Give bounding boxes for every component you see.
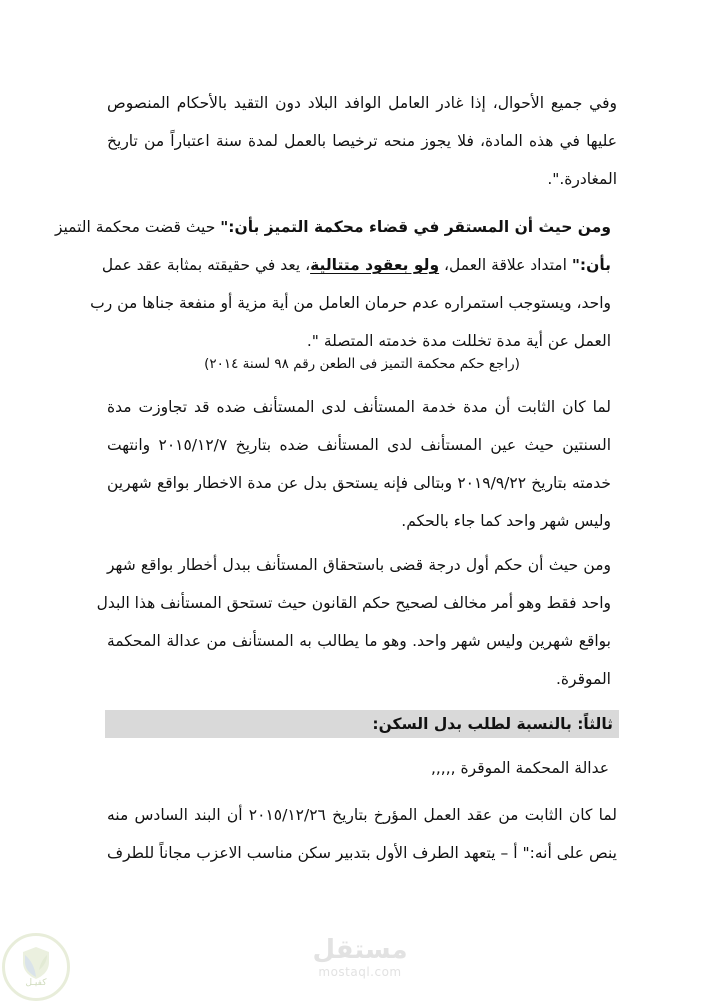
text-line: واحد فقط وهو أمر مخالف لصحيح حكم القانون حيث تستحق المستأنف هذا البدل xyxy=(96,594,611,612)
text-line: السنتين حيث عين المستأنف لدى المستأنف ضده بتاريخ ٢٠١٥/١٢/٧ وانتهت xyxy=(107,436,611,454)
document-page xyxy=(54,84,618,872)
bold-text: بأن:" xyxy=(571,256,611,274)
text-line: ومن حيث أن حكم أول درجة قضى باستحقاق المستأنف ببدل أخطار بواقع شهر xyxy=(107,556,611,574)
paragraph-departure-rule xyxy=(107,84,617,198)
regular-text: ، يعد في حقيقته بمثابة عقد عمل xyxy=(101,256,311,274)
paragraph-housing-contract xyxy=(107,796,617,872)
mostaql-url-text: mostaql.com xyxy=(318,965,402,979)
text-line: وليس شهر واحد كما جاء بالحكم. xyxy=(401,512,611,530)
text-line: وفي جميع الأحوال، إذا غادر العامل الوافد البلاد دون التقيد بالأحكام المنصوص xyxy=(107,94,617,112)
case-citation: (راجع حكم محكمة التميز فى الطعن رقم ٩٨ لسنة ٢٠١٤) xyxy=(204,356,520,372)
text-line: العمل عن أية مدة تخللت مدة خدمته المتصلة ". xyxy=(306,332,611,350)
section-heading-text: ثالثاً: بالنسبة لطلب بدل السكن: xyxy=(372,715,613,733)
paragraph-notice-allowance xyxy=(96,546,617,698)
mostaql-watermark xyxy=(305,935,415,979)
bold-lead-text: ومن حيث أن المستقر في قضاء محكمة التميز بأن:" xyxy=(220,218,611,236)
underlined-emphasis: ولو بعقود متتالية xyxy=(310,256,440,274)
shield-icon xyxy=(21,946,51,980)
text-line: خدمته بتاريخ ٢٠١٩/٩/٢٢ وبتالى فإنه يستحق بدل عن مدة الاخطار بواقع شهرين xyxy=(107,474,611,492)
section-heading xyxy=(105,710,619,738)
text-line: بواقع شهرين وليس شهر واحد. وهو ما يطالب به المستأنف من عدالة المحكمة xyxy=(107,632,611,650)
mostaql-logo-text: مستقل xyxy=(312,935,408,965)
text-line: لما كان الثابت أن مدة خدمة المستأنف لدى المستأنف ضده قد تجاوزت مدة xyxy=(107,398,611,416)
regular-text: حيث قضت محكمة التميز xyxy=(54,218,221,236)
text-line: ينص على أنه:" أ – يتعهد الطرف الأول بتدبير سكن مناسب الاعزب مجاناً للطرف xyxy=(107,844,617,862)
kafeel-watermark xyxy=(2,933,70,1001)
text-line: المغادرة.". xyxy=(547,170,617,188)
text-line: لما كان الثابت من عقد العمل المؤرخ بتاريخ ٢٠١٥/١٢/٢٦ أن البند السادس منه xyxy=(107,806,618,824)
text-line: الموقرة. xyxy=(555,670,611,688)
text-line xyxy=(101,246,611,284)
regular-text: امتداد علاقة العمل، xyxy=(439,256,572,274)
paragraph-service-duration xyxy=(107,388,617,540)
kafeel-watermark-text: كفيـل xyxy=(25,978,47,988)
text-line: عليها في هذه المادة، فلا يجوز منحه ترخيصا بالعمل لمدة سنة اعتباراً من تاريخ xyxy=(107,132,617,150)
text-line xyxy=(54,208,611,246)
text-line: واحد، ويستوجب استمراره عدم حرمان العامل من أية مزية أو منفعة جناها من رب xyxy=(90,294,611,312)
salutation: عدالة المحكمة الموقرة ,,,,, xyxy=(430,759,609,777)
paragraph-cassation-precedent xyxy=(54,208,617,360)
